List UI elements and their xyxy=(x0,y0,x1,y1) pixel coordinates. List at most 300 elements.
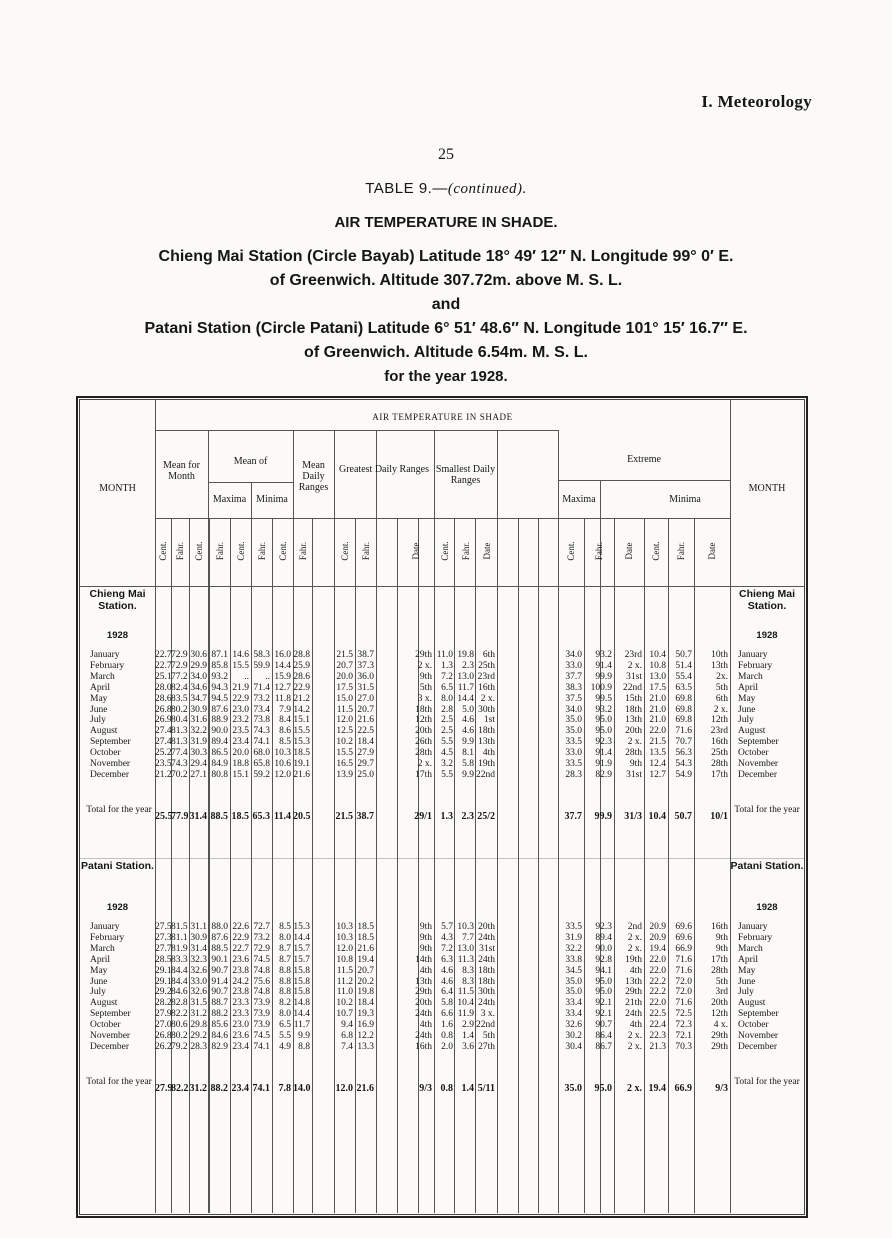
cell-1-6-19: 3rd xyxy=(715,987,728,998)
total-cell-0-14: 37.7 xyxy=(564,810,582,822)
month-label-right: August xyxy=(738,726,766,737)
col-rule-17 xyxy=(475,518,476,1213)
cell-1-9-13: 22nd xyxy=(476,1020,495,1031)
cell-1-7-12: 10.4 xyxy=(457,998,474,1009)
cell-0-6-6: 8.4 xyxy=(279,715,291,726)
cell-0-11-10: 17th xyxy=(415,769,432,780)
month-label-right: September xyxy=(738,737,779,748)
cell-1-9-12: 2.9 xyxy=(462,1020,474,1031)
title-line-2: of Greenwich. Altitude 307.72m. above M. S. L. xyxy=(269,272,623,289)
unit-label-13: Date xyxy=(481,542,492,560)
cell-1-1-17: 20.9 xyxy=(649,932,666,943)
unit-label-0: Cent. xyxy=(158,541,168,561)
cell-0-6-14: 35.0 xyxy=(565,715,582,726)
col-rule-2 xyxy=(171,518,172,1213)
cell-1-6-14: 35.0 xyxy=(565,987,582,998)
cell-1-11-3: 82.9 xyxy=(211,1041,228,1052)
cell-1-0-2: 31.1 xyxy=(190,922,207,932)
cell-0-3-1: 82.4 xyxy=(171,682,188,693)
cell-1-6-10: 29th xyxy=(415,987,432,998)
cell-0-11-14: 28.3 xyxy=(565,769,582,780)
cell-1-1-13: 24th xyxy=(478,932,495,943)
cell-0-5-14: 34.0 xyxy=(565,704,582,715)
cell-1-3-10: 14th xyxy=(415,954,432,965)
cell-0-6-16: 13th xyxy=(625,715,642,726)
cell-0-2-0: 25.1 xyxy=(155,671,172,682)
cell-1-5-4: 24.2 xyxy=(232,976,249,987)
col-rule-3 xyxy=(189,518,190,1213)
cell-1-9-5: 73.9 xyxy=(253,1020,270,1031)
cell-0-1-15: 91.4 xyxy=(595,660,612,671)
cell-0-1-1: 72.9 xyxy=(171,660,188,671)
cell-0-9-19: 25th xyxy=(711,748,728,759)
total-cell-1-9: 21.6 xyxy=(356,1082,374,1094)
cell-1-8-17: 22.5 xyxy=(649,1009,666,1020)
cell-0-0-9: 38.7 xyxy=(357,650,374,660)
cell-0-10-2: 29.4 xyxy=(190,759,207,769)
cell-0-5-16: 18th xyxy=(625,704,642,715)
cell-0-2-14: 37.7 xyxy=(565,671,582,682)
cell-1-6-9: 19.8 xyxy=(357,987,374,998)
cell-0-3-3: 94.3 xyxy=(211,682,228,693)
cell-0-2-10: 9th xyxy=(419,671,432,682)
cell-0-5-5: 73.4 xyxy=(253,704,270,715)
cell-1-1-0: 27.3 xyxy=(155,932,172,943)
total-cell-0-0: 25.5 xyxy=(155,810,173,822)
cell-0-4-14: 37.5 xyxy=(565,693,582,704)
cell-1-1-8: 10.3 xyxy=(336,932,353,943)
cell-1-7-5: 73.9 xyxy=(253,998,270,1009)
cell-0-3-12: 11.7 xyxy=(457,682,474,693)
cell-1-6-15: 95.0 xyxy=(595,987,612,998)
cell-1-4-19: 28th xyxy=(711,965,728,976)
cell-1-5-6: 8.8 xyxy=(279,976,291,987)
cell-1-2-8: 12.0 xyxy=(336,943,353,954)
cell-0-5-11: 2.8 xyxy=(441,704,453,715)
cell-0-8-2: 31.9 xyxy=(190,737,207,748)
month-label-left: July xyxy=(90,987,106,998)
unit-label-3: Fahr. xyxy=(214,541,225,561)
ext-col-rule-0 xyxy=(584,518,585,1213)
cell-1-8-0: 27.9 xyxy=(155,1009,172,1020)
cell-0-11-12: 9.9 xyxy=(462,769,474,780)
cell-1-10-6: 5.5 xyxy=(279,1031,291,1041)
cell-1-5-10: 13th xyxy=(415,976,432,987)
cell-0-0-12: 19.8 xyxy=(457,650,474,660)
cell-1-5-5: 75.6 xyxy=(253,976,270,987)
cell-0-11-19: 17th xyxy=(711,769,728,780)
unit-label-2: Cent. xyxy=(194,541,204,561)
rule-between-sections xyxy=(80,858,804,859)
cell-1-10-10: 24th xyxy=(415,1031,432,1041)
cell-0-2-13: 23rd xyxy=(477,671,495,682)
cell-0-8-4: 23.4 xyxy=(232,737,249,748)
cell-1-3-16: 19th xyxy=(625,954,642,965)
cell-1-0-7: 15.3 xyxy=(293,922,310,932)
cell-0-9-4: 20.0 xyxy=(232,748,249,759)
month-label-right: December xyxy=(738,769,778,780)
cell-0-7-2: 32.2 xyxy=(190,726,207,737)
cell-1-0-3: 88.0 xyxy=(211,922,228,932)
cell-1-4-5: 74.8 xyxy=(253,965,270,976)
cell-0-11-1: 70.2 xyxy=(171,769,188,780)
cell-0-4-6: 11.8 xyxy=(274,693,291,704)
cell-0-8-12: 9.9 xyxy=(462,737,474,748)
cell-0-11-4: 15.1 xyxy=(232,769,249,780)
page-number: 25 xyxy=(438,146,454,163)
total-cell-1-3: 88.2 xyxy=(210,1082,228,1094)
total-cell-1-11: 0.8 xyxy=(440,1082,453,1094)
total-label-right: Total for the year xyxy=(734,804,800,815)
cell-1-5-8: 11.2 xyxy=(336,976,353,987)
total-cell-0-7: 20.5 xyxy=(293,810,311,822)
month-label-right: November xyxy=(738,1031,779,1041)
cell-1-3-17: 22.0 xyxy=(649,954,666,965)
unit-label-1: Fahr. xyxy=(175,541,185,561)
cell-1-0-17: 20.9 xyxy=(649,922,666,932)
cell-0-2-4: .. xyxy=(244,671,249,682)
cell-1-0-4: 22.6 xyxy=(232,922,249,932)
cell-1-5-13: 18th xyxy=(478,976,495,987)
cell-1-11-11: 2.0 xyxy=(441,1041,453,1052)
cell-1-2-17: 19.4 xyxy=(649,943,666,954)
cell-0-1-3: 85.8 xyxy=(211,660,228,671)
cell-1-11-0: 26.2 xyxy=(155,1041,172,1052)
cell-1-8-6: 8.0 xyxy=(279,1009,291,1020)
month-label-right: July xyxy=(738,715,754,726)
month-label-left: November xyxy=(90,759,131,769)
cell-0-10-15: 91.9 xyxy=(595,759,612,769)
cell-0-4-16: 15th xyxy=(625,693,642,704)
cell-0-11-15: 82.9 xyxy=(595,769,612,780)
total-cell-0-4: 18.5 xyxy=(231,810,249,822)
cell-0-10-17: 12.4 xyxy=(649,759,666,769)
cell-0-6-11: 2.5 xyxy=(441,715,453,726)
cell-1-9-3: 85.6 xyxy=(211,1020,228,1031)
col-rule-14 xyxy=(418,518,419,1213)
cell-0-9-1: 77.4 xyxy=(171,748,188,759)
month-label-left: August xyxy=(90,726,118,737)
cell-0-1-17: 10.8 xyxy=(649,660,666,671)
cell-0-3-2: 34.6 xyxy=(190,682,207,693)
col-rule-19 xyxy=(518,518,519,1213)
unit-label-14: Cent. xyxy=(566,541,576,561)
cell-0-2-5: .. xyxy=(265,671,270,682)
cell-1-8-3: 88.2 xyxy=(211,1009,228,1020)
cell-0-9-7: 18.5 xyxy=(293,748,310,759)
cell-1-1-5: 73.2 xyxy=(253,932,270,943)
title-line-4: Patani Station (Circle Patani) Latitude 6° 51′ 48.6″ N. Longitude 101° 15′ 16.7″ E. xyxy=(144,320,748,337)
cell-1-11-4: 23.4 xyxy=(232,1041,249,1052)
cell-0-7-1: 81.3 xyxy=(171,726,188,737)
month-label-left: September xyxy=(90,737,131,748)
cell-0-0-19: 10th xyxy=(711,650,728,660)
cell-1-9-8: 9.4 xyxy=(341,1020,353,1031)
cell-0-7-5: 74.3 xyxy=(253,726,270,737)
cell-0-4-12: 14.4 xyxy=(457,693,474,704)
cell-0-1-8: 20.7 xyxy=(336,660,353,671)
cell-1-0-8: 10.3 xyxy=(336,922,353,932)
cell-0-4-4: 22.9 xyxy=(232,693,249,704)
cell-0-11-3: 80.8 xyxy=(211,769,228,780)
cell-0-8-1: 81.3 xyxy=(171,737,188,748)
total-cell-0-2: 31.4 xyxy=(189,810,207,822)
cell-0-10-11: 3.2 xyxy=(441,759,453,769)
unit-label-4: Cent. xyxy=(235,541,246,561)
cell-0-7-9: 22.5 xyxy=(357,726,374,737)
cell-1-10-19: 29th xyxy=(711,1031,728,1041)
cell-0-3-7: 22.9 xyxy=(293,682,310,693)
header-ext-maxima: Maxima xyxy=(562,494,596,505)
cell-1-11-10: 16th xyxy=(415,1041,432,1052)
cell-1-6-18: 72.0 xyxy=(675,987,692,998)
cell-1-7-3: 88.7 xyxy=(211,998,228,1009)
table-title: AIR TEMPERATURE IN SHADE. xyxy=(334,214,558,231)
cell-0-2-17: 13.0 xyxy=(649,671,666,682)
cell-1-9-0: 27.0 xyxy=(155,1020,172,1031)
col-rule-11 xyxy=(355,518,356,1213)
cell-1-10-9: 12.2 xyxy=(357,1031,374,1041)
cell-0-6-10: 12th xyxy=(415,715,432,726)
cell-1-1-7: 14.4 xyxy=(293,932,310,943)
cell-1-3-9: 19.4 xyxy=(357,954,374,965)
total-cell-0-15: 99.9 xyxy=(594,810,612,822)
header-month-right: MONTH xyxy=(748,483,786,494)
cell-1-6-16: 29th xyxy=(625,987,642,998)
cell-0-4-15: 99.5 xyxy=(595,693,612,704)
unit-label-11: Cent. xyxy=(439,541,450,561)
cell-1-2-7: 15.7 xyxy=(293,943,310,954)
cell-0-5-1: 80.2 xyxy=(171,704,188,715)
station-year-right-0: 1928 xyxy=(756,630,778,641)
cell-0-7-18: 71.6 xyxy=(675,726,692,737)
cell-1-7-10: 20th xyxy=(415,998,432,1009)
station-name-right-1: Patani Station. xyxy=(730,860,804,872)
cell-1-10-11: 0.8 xyxy=(441,1031,453,1041)
cell-0-10-9: 29.7 xyxy=(357,759,374,769)
total-label-left: Total for the year xyxy=(86,1076,152,1087)
cell-0-2-6: 15.9 xyxy=(274,671,291,682)
cell-0-6-12: 4.6 xyxy=(462,715,474,726)
cell-0-11-11: 5.5 xyxy=(441,769,453,780)
cell-0-4-1: 83.5 xyxy=(171,693,188,704)
cell-0-11-6: 12.0 xyxy=(274,769,291,780)
total-cell-0-3: 88.5 xyxy=(210,810,228,822)
cell-1-7-8: 10.2 xyxy=(336,998,353,1009)
cell-1-0-6: 8.5 xyxy=(279,922,291,932)
total-cell-1-17: 19.4 xyxy=(648,1082,666,1094)
cell-0-9-14: 33.0 xyxy=(565,748,582,759)
total-cell-1-10: 9/3 xyxy=(419,1082,432,1094)
month-label-right: January xyxy=(738,922,768,932)
cell-0-10-6: 10.6 xyxy=(274,759,291,769)
cell-1-1-1: 81.1 xyxy=(171,932,188,943)
ext-col-rule-4 xyxy=(694,518,695,1213)
cell-1-11-1: 79.2 xyxy=(171,1041,188,1052)
cell-0-9-10: 28th xyxy=(415,748,432,759)
header-mean-of: Mean of xyxy=(233,456,268,467)
total-cell-1-2: 31.2 xyxy=(189,1082,207,1094)
cell-1-7-4: 23.3 xyxy=(232,998,249,1009)
title-line-5: of Greenwich. Altitude 6.54m. M. S. L. xyxy=(304,344,588,361)
cell-1-7-2: 31.5 xyxy=(190,998,207,1009)
cell-0-2-1: 77.2 xyxy=(171,671,188,682)
cell-1-0-18: 69.6 xyxy=(675,922,692,932)
cell-0-1-14: 33.0 xyxy=(565,660,582,671)
cell-1-2-4: 22.7 xyxy=(232,943,249,954)
total-cell-0-16: 31/3 xyxy=(624,810,642,822)
cell-1-8-8: 10.7 xyxy=(336,1009,353,1020)
cell-0-4-10: 3 x. xyxy=(417,693,432,704)
total-cell-1-1: 82.2 xyxy=(171,1082,189,1094)
cell-1-9-10: 4th xyxy=(419,1020,432,1031)
cell-1-5-15: 95.0 xyxy=(595,976,612,987)
cell-1-9-11: 1.6 xyxy=(441,1020,453,1031)
cell-1-6-11: 6.4 xyxy=(441,987,453,998)
header-ext-minima: Minima xyxy=(669,494,701,505)
cell-0-2-9: 36.0 xyxy=(357,671,374,682)
cell-0-7-3: 90.0 xyxy=(211,726,228,737)
cell-1-4-15: 94.1 xyxy=(595,965,612,976)
cell-1-11-9: 13.3 xyxy=(357,1041,374,1052)
cell-0-9-13: 4th xyxy=(482,748,495,759)
cell-1-11-7: 8.8 xyxy=(298,1041,310,1052)
total-cell-1-5: 74.1 xyxy=(252,1082,270,1094)
total-cell-0-1: 77.9 xyxy=(171,810,189,822)
cell-0-6-8: 12.0 xyxy=(336,715,353,726)
cell-1-0-11: 5.7 xyxy=(441,922,453,932)
col-rule-26 xyxy=(497,430,498,1213)
cell-0-7-11: 2.5 xyxy=(441,726,453,737)
cell-1-0-15: 92.3 xyxy=(595,922,612,932)
cell-1-1-10: 9th xyxy=(419,932,432,943)
header-air-temp: AIR TEMPERATURE IN SHADE xyxy=(372,412,513,422)
cell-1-5-11: 4.6 xyxy=(441,976,453,987)
cell-1-0-14: 33.5 xyxy=(565,922,582,932)
cell-0-5-12: 5.0 xyxy=(462,704,474,715)
cell-1-2-13: 31st xyxy=(479,943,495,954)
cell-0-1-16: 2 x. xyxy=(627,660,642,671)
cell-1-2-5: 72.9 xyxy=(253,943,270,954)
cell-0-0-8: 21.5 xyxy=(336,650,353,660)
cell-1-6-2: 32.6 xyxy=(190,987,207,998)
cell-0-8-13: 13th xyxy=(478,737,495,748)
cell-0-5-17: 21.0 xyxy=(649,704,666,715)
cell-0-1-6: 14.4 xyxy=(274,660,291,671)
cell-0-9-12: 8.1 xyxy=(462,748,474,759)
unit-label-9: Fahr. xyxy=(360,541,371,561)
cell-0-5-0: 26.8 xyxy=(155,704,172,715)
cell-0-2-18: 55.4 xyxy=(675,671,692,682)
rule-under-extreme xyxy=(558,480,730,481)
cell-0-11-13: 22nd xyxy=(476,769,495,780)
cell-0-6-19: 12th xyxy=(711,715,728,726)
cell-1-8-12: 11.9 xyxy=(457,1009,474,1020)
month-label-right: January xyxy=(738,650,768,660)
cell-1-4-12: 8.3 xyxy=(462,965,474,976)
cell-0-6-13: 1st xyxy=(483,715,495,726)
cell-1-4-8: 11.5 xyxy=(336,965,353,976)
total-cell-1-8: 12.0 xyxy=(335,1082,353,1094)
cell-1-2-16: 2 x. xyxy=(627,943,642,954)
cell-1-10-8: 6.8 xyxy=(341,1031,353,1041)
cell-0-5-13: 30th xyxy=(478,704,495,715)
cell-0-0-13: 6th xyxy=(482,650,495,660)
cell-0-9-18: 56.3 xyxy=(675,748,692,759)
cell-0-8-10: 26th xyxy=(415,737,432,748)
station-year-left-0: 1928 xyxy=(106,630,129,641)
cell-0-0-6: 16.0 xyxy=(274,650,291,660)
cell-1-8-10: 24th xyxy=(415,1009,432,1020)
total-cell-0-9: 38.7 xyxy=(356,810,374,822)
cell-0-8-17: 21.5 xyxy=(649,737,666,748)
cell-1-8-19: 12th xyxy=(711,1009,728,1020)
month-label-right: July xyxy=(738,987,754,998)
cell-1-7-6: 8.2 xyxy=(279,998,291,1009)
month-label-right: March xyxy=(738,671,763,682)
cell-0-3-18: 63.5 xyxy=(675,682,692,693)
cell-0-3-10: 5th xyxy=(419,682,432,693)
col-rule-5 xyxy=(230,518,231,1213)
cell-1-1-2: 30.9 xyxy=(190,932,207,943)
cell-1-8-16: 24th xyxy=(625,1009,642,1020)
cell-1-2-12: 13.0 xyxy=(457,943,474,954)
month-label-right: August xyxy=(738,998,766,1009)
cell-0-8-6: 8.5 xyxy=(279,737,291,748)
month-label-right: May xyxy=(738,693,756,704)
cell-1-6-7: 15.8 xyxy=(293,987,310,998)
col-rule-29 xyxy=(600,480,601,1213)
month-label-right: October xyxy=(738,748,769,759)
cell-1-2-0: 27.7 xyxy=(155,943,172,954)
header-maxima: Maxima xyxy=(212,494,247,505)
unit-label-6: Cent. xyxy=(277,541,288,561)
total-cell-1-15: 95.0 xyxy=(594,1082,612,1094)
month-label-left: August xyxy=(90,998,118,1009)
cell-1-3-11: 6.3 xyxy=(441,954,453,965)
cell-0-10-12: 5.8 xyxy=(462,759,474,769)
month-label-left: October xyxy=(90,1020,121,1031)
cell-1-11-12: 3.6 xyxy=(462,1041,474,1052)
cell-0-3-15: 100.9 xyxy=(590,682,612,693)
cell-1-3-3: 90.1 xyxy=(211,954,228,965)
unit-label-10: Date xyxy=(410,542,421,560)
cell-0-4-7: 21.2 xyxy=(293,693,310,704)
cell-0-8-5: 74.1 xyxy=(253,737,270,748)
cell-0-6-4: 23.2 xyxy=(232,715,249,726)
cell-0-7-17: 22.0 xyxy=(649,726,666,737)
cell-0-1-5: 59.9 xyxy=(253,660,270,671)
month-label-left: December xyxy=(90,1041,130,1052)
col-rule-20 xyxy=(538,518,539,1213)
cell-0-10-16: 9th xyxy=(629,759,642,769)
cell-0-10-3: 84.9 xyxy=(211,759,228,769)
cell-1-8-2: 31.2 xyxy=(190,1009,207,1020)
table-label-cont: (continued). xyxy=(447,181,527,197)
cell-0-6-7: 15.1 xyxy=(293,715,310,726)
cell-0-10-0: 23.5 xyxy=(155,759,172,769)
cell-0-1-11: 1.3 xyxy=(441,660,453,671)
cell-0-10-13: 19th xyxy=(478,759,495,769)
cell-1-1-4: 22.9 xyxy=(232,932,249,943)
month-label-right: February xyxy=(738,660,773,671)
cell-1-1-6: 8.0 xyxy=(279,932,291,943)
cell-0-4-5: 73.2 xyxy=(253,693,270,704)
cell-1-7-0: 28.2 xyxy=(155,998,172,1009)
cell-1-6-4: 23.8 xyxy=(232,987,249,998)
cell-0-2-11: 7.2 xyxy=(441,671,453,682)
cell-0-6-17: 21.0 xyxy=(649,715,666,726)
